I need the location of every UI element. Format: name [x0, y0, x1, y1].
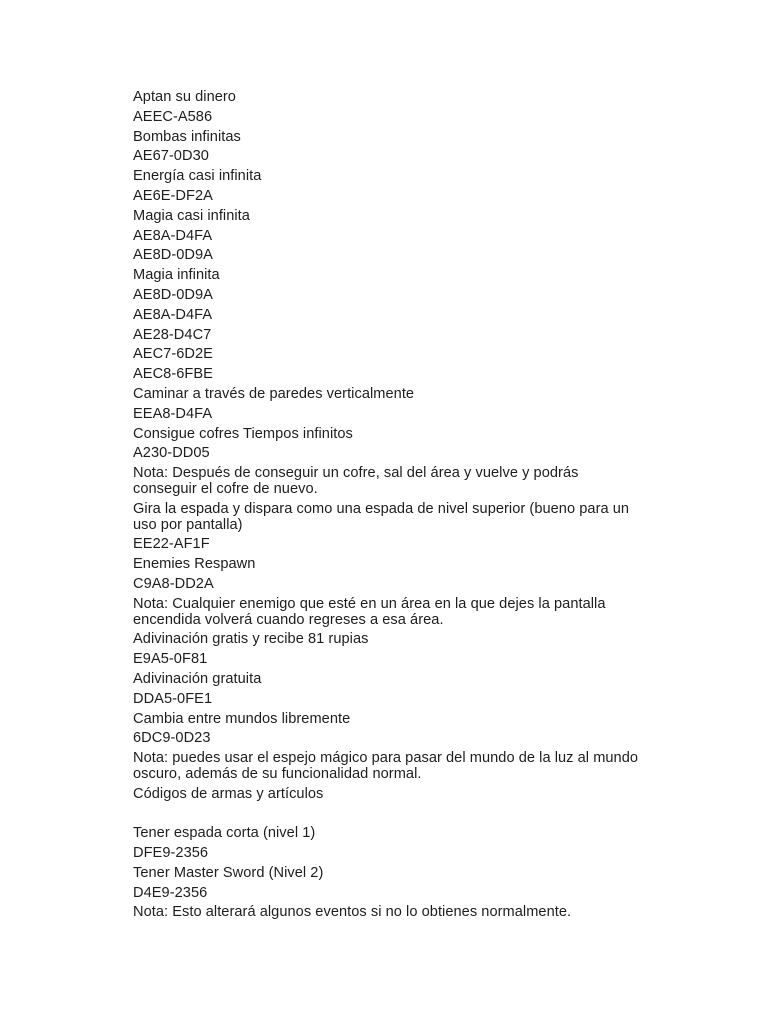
section-heading: Códigos de armas y artículos [133, 785, 324, 802]
text-line-code: DDA5-0FE1 [133, 690, 213, 707]
text-line-code: AEEC-A586 [133, 108, 213, 125]
text-line-code: 6DC9-0D23 [133, 730, 211, 747]
text-line-cheat-title: Magia infinita [133, 267, 220, 284]
text-line-cheat-title: Magia casi infinita [133, 207, 250, 224]
text-line-cheat-title: Tener Master Sword (Nivel 2) [133, 864, 324, 881]
text-line-code: D4E9-2356 [133, 884, 208, 901]
text-line-note: Nota: Después de conseguir un cofre, sal del área y vuelve y podrás conseguir el cofre de nuevo. [133, 465, 583, 497]
text-line-cheat-title: Adivinación gratuita [133, 670, 262, 687]
text-line-note: Nota: Cualquier enemigo que esté en un área en la que dejes la pantalla encendida volverá cuando regreses a esa área. [133, 595, 610, 628]
text-line-cheat-title: Adivinación gratis y recibe 81 rupias [133, 631, 369, 648]
text-line-code: AE67-0D30 [133, 148, 209, 165]
text-line-note: Nota: Esto alterará algunos eventos si no lo obtienes normalmente. [133, 904, 572, 921]
text-line-cheat-title: Caminar a través de paredes verticalmente [133, 385, 415, 402]
text-line-code: DFE9-2356 [133, 845, 209, 862]
text-line-code: AEC8-6FBE [133, 366, 213, 383]
text-line-code: AE8A-D4FA [133, 227, 213, 244]
text-line-code: AE8D-0D9A [133, 247, 213, 264]
text-line-cheat-title: Tener espada corta (nivel 1) [133, 825, 316, 842]
text-line-cheat-title: Gira la espada y dispara como una espada de nivel superior (bueno para un uso por pantalla) [133, 500, 634, 533]
text-line-code: AE28-D4C7 [133, 326, 212, 343]
text-line-code: A230-DD05 [133, 445, 210, 462]
text-line-code: AE8A-D4FA [133, 306, 213, 323]
text-line-code: E9A5-0F81 [133, 651, 208, 668]
text-line-cheat-title: Aptan su dinero [133, 89, 236, 105]
text-line-code: EE22-AF1F [133, 536, 210, 553]
text-line-code: AE6E-DF2A [133, 187, 213, 204]
text-line-cheat-title: Energía casi infinita [133, 168, 262, 185]
text-line-code: AE8D-0D9A [133, 286, 213, 303]
document-text-body [133, 88, 643, 923]
text-line-cheat-title: Enemies Respawn [133, 556, 256, 573]
text-line-code: AEC7-6D2E [133, 346, 213, 363]
text-line-note: Nota: puedes usar el espejo mágico para pasar del mundo de la luz al mundo oscuro, además de su funcionalidad normal. [133, 750, 643, 782]
text-line-code: C9A8-DD2A [133, 575, 214, 592]
text-line-cheat-title: Consigue cofres Tiempos infinitos [133, 425, 353, 442]
text-line-cheat-title: Cambia entre mundos libremente [133, 710, 351, 727]
text-line-cheat-title: Bombas infinitas [133, 128, 241, 145]
text-line-code: EEA8-D4FA [133, 405, 213, 422]
blank-line [133, 804, 643, 824]
